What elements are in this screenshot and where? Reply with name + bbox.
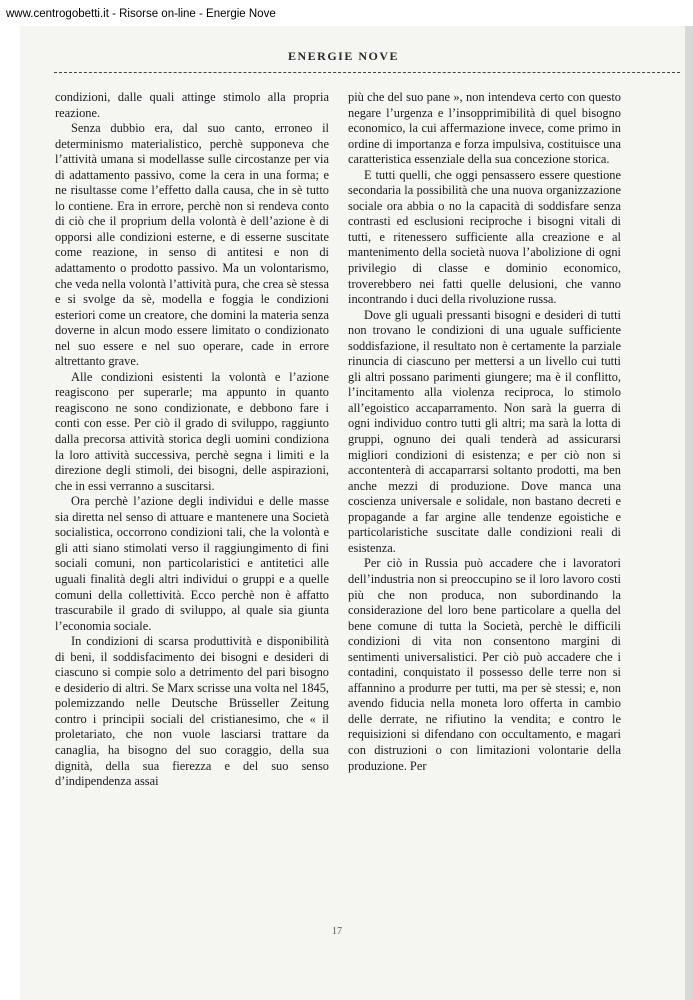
- paragraph: Ora perchè l’azione degli individui e delle masse sia diretta nel senso di attuare e mantenere una Società socialistica, occorrono condizioni tali, che la volontà e gli atti siano stimolati verso il raggiungimento di fini sociali comuni, non particolaristici e antitetici alle uguali finalità degli altri individui o gruppi e a quelle comuni della collettività. Ecco perchè non è affatto trascurabile il grado di sviluppo, al quale sia giunta l’economia sociale.: [55, 494, 329, 633]
- paragraph: Per ciò in Russia può accadere che i lavoratori dell’industria non si preoccupino se il loro lavoro costi più che non produca, non subordinando la considerazione del loro bene particolare a quella del bene comune di tutta la Società, perchè le difficili condizioni di vita non consentono margini di sentimenti universalistici. Per ciò può accadere che i contadini, conquistato il possesso delle terre non si affannino a produrre per tutti, ma per sè stessi; e, non avendo fiducia nella moneta loro offerta in cambio delle derrate, ne rifiutino la vendita; e contro le requisizioni si difendano con occultamento, e magari con distruzioni o con limitazioni volontarie della produzione. Per: [348, 556, 621, 773]
- paragraph: Alle condizioni esistenti la volontà e l’azione reagiscono per superarle; ma appunto in quanto reagiscono ne sono condizionate, e debbono fare i conti con esse. Per ciò il grado di sviluppo, raggiunto dalla precorsa attività storica degli uomini condiziona la loro attività successiva, perchè segna i limiti e la direzione degli stimoli, dei bisogni, delle aspirazioni, che in essi verranno a suscitarsi.: [55, 369, 329, 493]
- paragraph: In condizioni di scarsa produttività e disponibilità di beni, il soddisfacimento dei bisogni e desideri di ciascuno si compie solo a detrimento del pari bisogno e desiderio di altri. Se Marx scrisse una volta nel 1845, polemizzando nelle Deutsche Brüsseller Zeitung contro i principii sociali del cristianesimo, che « il proletariato, che non vuole lasciarsi trattare da canaglia, ha bisogno del suo coraggio, della sua dignità, della sua fierezza e del suo senso d’indipendenza assai: [55, 634, 329, 789]
- paragraph: Senza dubbio era, dal suo canto, erroneo il determinismo materialistico, perchè supponeva che l’attività umana si modellasse sulle circostanze per via di adattamento passivo, come la cera in una forma; e ne risultasse come l’effetto dalla causa, che in sè tutto lo contiene. Era in errore, perchè non si rendeva conto di ciò che il proprium della volontà è dell’azione è di opporsi alle condizioni esterne, e di esserne suscitate come reazione, in senso di antitesi e non di adattamento o prodotto passivo. Ma un volontarismo, che veda nella volontà l’attività pura, che crea sè stessa e si svolge da sè, modella e foggia le condizioni esteriori come un creatore, che domini la materia senza doverne in alcun modo essere limitato o condizionato nel suo essere e nel suo operare, cade in errore altrettanto grave.: [55, 121, 329, 369]
- paragraph: condizioni, dalle quali attinge stimolo alla propria reazione.: [55, 90, 329, 120]
- site-banner-bar: [0, 0, 693, 24]
- header-rule: [54, 72, 680, 73]
- running-header: ENERGIE NOVE: [288, 49, 400, 63]
- scanned-page: [20, 26, 693, 1000]
- page-number: 17: [332, 926, 342, 937]
- scan-edge: [685, 26, 693, 1000]
- paragraph: Dove gli uguali pressanti bisogni e desideri di tutti non trovano le condizioni di una uguale sufficiente soddisfazione, il resultato non è certamente la parziale rinuncia di ciascuno per mettersi a un livello cui tutti gli altri possano parimenti giungere; ma è il conflitto, l’incitamento alla violenza reciproca, lo stimolo all’egoistico accaparramento. Non sarà la guerra di ogni individuo contro tutti gli altri; ma sarà la lotta di gruppi, ognuno dei quali tenderà ad assicurarsi migliori condizioni di esistenza; e per ciò non si accontenterà di accaparrarsi soltanto prodotti, ma ben anche mezzi di produzione. Dove manca una coscienza universale e solidale, non bastano decreti e propagande a far argine alle tendenze egoistiche e particolaristiche suscitate dalle condizioni reali di esistenza.: [348, 307, 621, 555]
- paragraph: E tutti quelli, che oggi pensassero essere questione secondaria la possibilità che una nuova organizzazione sociale ora abbia o no la capacità di soddisfare senza contrasti ed esclusioni reciproche i bisogni vitali di tutti, e ritenessero sufficiente alla creazione e al mantenimento della società nuova l’abolizione di ogni privilegio di classe e dominio economico, troverebbero nei fatti quelle delusioni, che vanno incontrando i duci della rivoluzione russa.: [348, 167, 621, 307]
- left-column: [55, 90, 329, 790]
- site-banner: www.centrogobetti.it - Risorse on-line - Energie Nove: [6, 8, 276, 20]
- paragraph: più che del suo pane », non intendeva certo con questo negare l’urgenza e l’insopprimibilità di quel bisogno economico, la cui affermazione invece, come primo in ordine di importanza e forza impulsiva, costituisce una caratteristica essenziale della sua concezione storica.: [348, 90, 621, 167]
- right-column: [348, 90, 621, 774]
